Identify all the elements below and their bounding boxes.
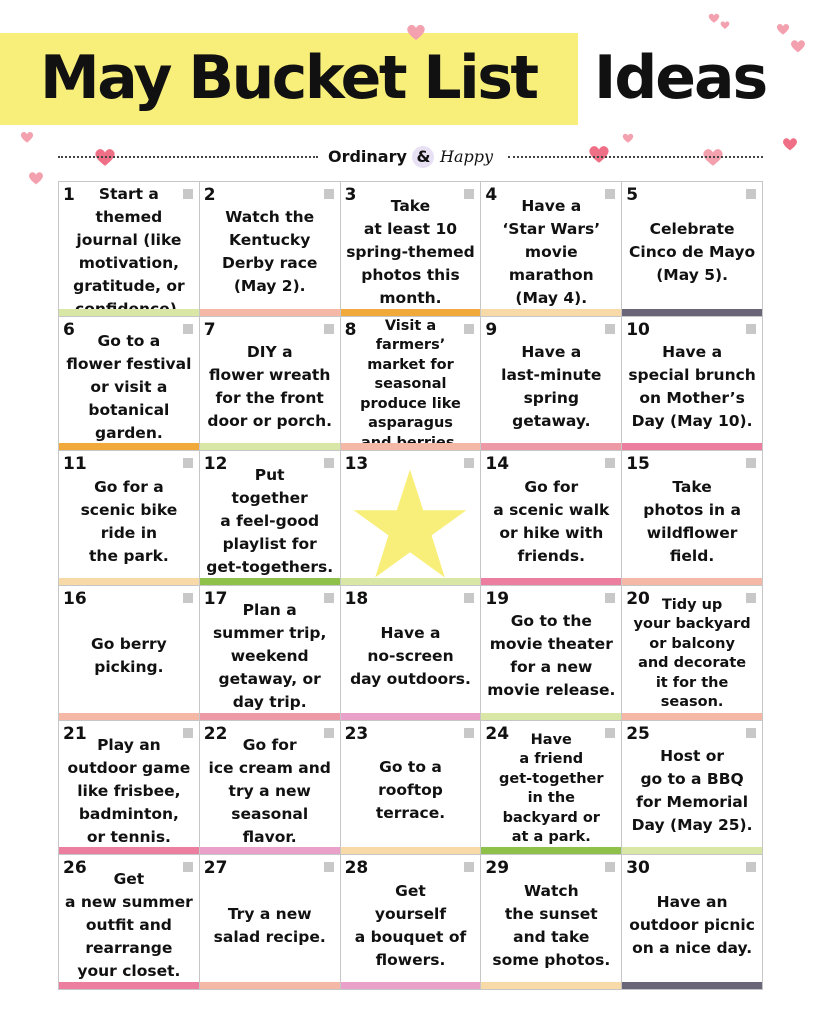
activity-line: ice cream and [208,758,331,777]
day-number: 2 [203,185,216,205]
activity-line: together [231,489,308,508]
day-activity [624,467,760,576]
day-cell [200,855,341,990]
activity-line: movie [524,242,578,261]
activity-line: at least 10 [363,219,458,238]
color-strip [200,982,340,989]
activity-line: your closet. [77,962,181,981]
activity-line: go to a BBQ [640,769,744,788]
activity-line: wildflower [646,523,738,542]
color-strip [341,847,481,854]
day-number: 29 [485,858,510,879]
activity-line: playlist for [222,535,317,554]
day-activity [624,598,760,711]
activity-line: some photos. [492,950,611,969]
day-activity [202,871,338,980]
activity-line: garden. [95,423,163,442]
activity-line: Start a [98,185,159,204]
activity-line: movie release. [487,681,616,700]
activity-line: day outdoors. [350,669,471,688]
activity-line: getaway. [512,411,591,430]
day-cell [481,317,622,452]
day-cell [481,451,622,586]
day-activity [483,871,619,980]
activity-line: get-together [499,770,604,787]
day-activity [624,737,760,846]
activity-line: Get [395,881,426,900]
day-number: 5 [626,185,639,205]
day-number: 18 [344,589,369,609]
heart-icon [28,170,44,186]
color-strip [200,847,340,854]
day-activity [624,871,760,980]
heart-icon [776,22,790,36]
activity-line: spring [523,388,579,407]
color-strip [200,713,340,720]
activity-line: day trip. [232,692,307,711]
day-activity [483,602,619,711]
day-activity [624,333,760,442]
day-number: 3 [344,185,357,205]
color-strip [481,578,621,585]
color-strip [481,982,621,989]
star-icon [350,467,470,581]
activity-line: Go to a [97,331,161,350]
activity-line: a friend [519,751,584,767]
day-number: 27 [203,858,228,879]
day-number: 17 [203,589,228,609]
activity-line: outdoor picnic [629,916,755,935]
day-activity [483,467,619,576]
day-number: 12 [203,454,228,475]
color-strip [481,309,621,316]
day-number: 13 [344,454,369,475]
activity-line: Have an [656,893,728,912]
activity-line: outfit and [85,916,172,935]
activity-line: Go for [524,477,579,496]
color-strip [59,578,199,585]
day-number: 21 [63,723,87,744]
activity-line: Derby race [221,254,318,273]
brand-name: Ordinary [327,147,407,166]
day-activity [61,467,197,576]
day-number: 4 [485,185,498,205]
day-activity [343,737,479,846]
activity-line: produce like [360,395,461,412]
day-cell [200,451,341,586]
activity-line: Go berry [91,635,167,654]
activity-line: Take [672,477,712,496]
activity-line: Have [530,731,572,748]
day-activity [483,733,619,846]
page-title-accent: Ideas [594,43,767,113]
activity-line: the park. [89,546,169,565]
brand-row [58,142,763,172]
color-strip [481,443,621,450]
activity-line: badminton, [78,804,179,823]
day-cell [200,317,341,452]
brand-logo [58,146,763,168]
brand-name-script: Happy [440,147,494,166]
day-activity [61,185,197,307]
activity-line: and decorate [638,655,747,672]
day-cell [622,317,763,452]
day-activity [343,198,479,307]
activity-line: Take [390,196,431,215]
activity-line: on a nice day. [632,939,753,958]
day-activity [202,467,338,576]
activity-line: yourself [374,904,447,923]
day-activity [624,198,760,307]
activity-line: and take [513,927,590,946]
activity-line: (May 4). [515,288,588,307]
activity-line: seasonal [231,804,309,823]
day-number: 11 [63,454,87,475]
day-cell [59,721,200,856]
activity-line: a bouquet of [354,927,467,946]
activity-line: motivation, [78,254,180,273]
day-activity [202,737,338,846]
color-strip [481,847,621,854]
activity-line: Have a [521,342,582,361]
activity-line: on Mother’s [639,388,745,407]
activity-line: terrace. [375,804,446,823]
day-cell [481,182,622,317]
day-number: 19 [485,589,510,609]
activity-line: outdoor game [67,758,191,777]
day-number: 20 [626,589,650,609]
day-number: 24 [485,723,510,744]
day-number: 25 [626,723,650,744]
activity-line: botanical [88,400,170,419]
day-number: 6 [63,319,75,340]
day-cell [341,586,482,721]
color-strip [622,713,762,720]
activity-line: month. [379,288,442,307]
day-cell [59,586,200,721]
color-strip [200,578,340,585]
day-activity [483,198,619,307]
activity-line: Celebrate [649,219,735,238]
day-cell [59,855,200,990]
color-strip [59,982,199,989]
activity-line: special brunch [628,365,756,384]
activity-line: for Memorial [636,792,749,811]
activity-line: Kentucky [229,231,311,250]
activity-line: asparagus [368,415,453,432]
color-strip [59,847,199,854]
activity-line: Play an [97,735,161,754]
activity-line: rooftop [378,781,443,800]
heart-icon [782,136,798,152]
day-number: 30 [626,858,650,879]
day-number: 22 [203,723,228,744]
activity-line: Visit a [384,317,437,334]
activity-line: getaway, or [218,669,321,688]
activity-line: Host or [660,746,725,765]
day-cell [341,317,482,452]
activity-line: flowers. [375,950,446,969]
day-number: 14 [485,454,510,475]
day-number: 23 [344,723,369,744]
activity-line: scenic bike [80,500,178,519]
activity-line: Plan a [242,600,297,619]
day-cell [481,855,622,990]
activity-line: get-togethers. [206,558,334,577]
activity-line: photos this [361,265,460,284]
activity-line: photos in a [643,500,741,519]
activity-line: summer trip, [212,623,327,642]
activity-line: the sunset [504,904,598,923]
activity-line: Tidy up [661,596,723,613]
brand-ampersand: & [412,146,434,168]
calendar-grid [58,181,763,990]
activity-line: flavor. [242,827,297,846]
color-strip [59,309,199,316]
day-cell [622,855,763,990]
day-activity [61,333,197,442]
day-cell [481,586,622,721]
day-cell [341,721,482,856]
day-cell [200,721,341,856]
activity-line: no-screen [367,646,454,665]
activity-line: for the front [215,388,324,407]
activity-line: a scenic walk [493,500,610,519]
activity-line: weekend [230,646,309,665]
activity-line: (May 2). [233,277,306,296]
activity-line: gratitude, or [73,277,185,296]
activity-line: flower wreath [208,365,331,384]
activity-line: rearrange [85,939,173,958]
activity-line: flower festival [66,354,192,373]
day-activity [202,333,338,442]
day-cell [481,721,622,856]
activity-line: Day (May 10). [631,411,753,430]
day-cell [341,451,482,586]
activity-line: journal (like [76,231,182,250]
day-number: 16 [63,589,87,609]
day-activity [483,333,619,442]
heart-icon [720,20,730,30]
day-activity [202,602,338,711]
day-number: 8 [344,319,357,340]
activity-line: themed [95,208,163,227]
day-cell [59,317,200,452]
color-strip [59,713,199,720]
activity-line: market for [367,356,454,373]
color-strip [622,847,762,854]
activity-line: Watch [523,881,579,900]
day-activity [343,602,479,711]
activity-line: it for the [655,674,729,691]
day-cell [622,586,763,721]
activity-line: salad recipe. [213,927,326,946]
day-number: 26 [63,858,87,879]
activity-line: a feel-good [220,512,320,531]
day-cell [341,182,482,317]
activity-line: Go to the [510,612,592,631]
color-strip [622,578,762,585]
activity-line: at a park. [511,829,591,845]
heart-icon [790,38,806,54]
day-number: 10 [626,319,650,340]
activity-line: for a new [510,658,593,677]
color-strip [200,443,340,450]
activity-line: your backyard [633,616,751,633]
color-strip [341,309,481,316]
day-number: 1 [63,185,75,205]
heart-icon [708,12,720,24]
activity-line: in the [527,790,575,806]
activity-line: a new summer [64,893,193,912]
color-strip [622,309,762,316]
day-cell [200,586,341,721]
color-strip [481,713,621,720]
activity-line: farmers’ [375,337,446,354]
color-strip [200,309,340,316]
activity-line: try a new [228,781,311,800]
activity-line: season. [660,694,724,711]
day-number: 9 [485,319,498,340]
activity-line: marathon [508,265,594,284]
day-cell [59,182,200,317]
activity-line: movie theater [489,635,613,654]
activity-line: Cinco de Mayo [629,242,756,261]
color-strip [341,982,481,989]
color-strip [59,443,199,450]
activity-line: Have a [662,342,723,361]
day-number: 15 [626,454,650,475]
day-cell [200,182,341,317]
activity-line: or visit a [90,377,168,396]
activity-line: (May 5). [656,265,728,284]
color-strip [622,443,762,450]
activity-line: DIY a [246,342,293,361]
activity-line: friends. [517,546,586,565]
day-activity [202,198,338,307]
activity-line: Have a [521,196,582,215]
activity-line: Day (May 25). [631,815,753,834]
activity-line: like frisbee, [77,781,181,800]
page-title: May Bucket List [40,43,537,113]
day-activity [343,871,479,980]
activity-line: door or porch. [207,411,332,430]
day-activity [61,737,197,846]
day-number: 28 [344,858,369,879]
activity-line: or hike with [499,523,604,542]
heart-icon [20,130,34,144]
day-cell [59,451,200,586]
day-activity [61,602,197,711]
color-strip [622,982,762,989]
activity-line: Watch the [225,208,315,227]
activity-line: Go to a [379,758,442,777]
day-cell [622,182,763,317]
color-strip [341,713,481,720]
activity-line: Go for [242,735,297,754]
color-strip [341,443,481,450]
activity-line: or balcony [649,635,735,652]
activity-line: or tennis. [86,827,171,846]
activity-line: Have a [380,623,441,642]
activity-line: last-minute [501,365,602,384]
day-cell [622,721,763,856]
activity-line: backyard or [502,809,600,826]
heart-icon [406,22,426,42]
activity-line: Put [254,466,285,485]
activity-line: Try a new [227,904,312,923]
activity-line: seasonal [374,376,447,393]
activity-line: ‘Star Wars’ [502,219,601,238]
day-activity [343,317,479,442]
activity-line: Go for a [94,477,164,496]
activity-line: picking. [94,658,164,677]
day-cell [341,855,482,990]
activity-line: spring-themed [346,242,475,261]
activity-line: field. [669,546,715,565]
color-strip [341,578,481,585]
activity-line: Get [113,870,145,889]
day-number: 7 [203,319,216,340]
day-activity [61,871,197,980]
activity-line: ride in [100,523,158,542]
day-cell [622,451,763,586]
